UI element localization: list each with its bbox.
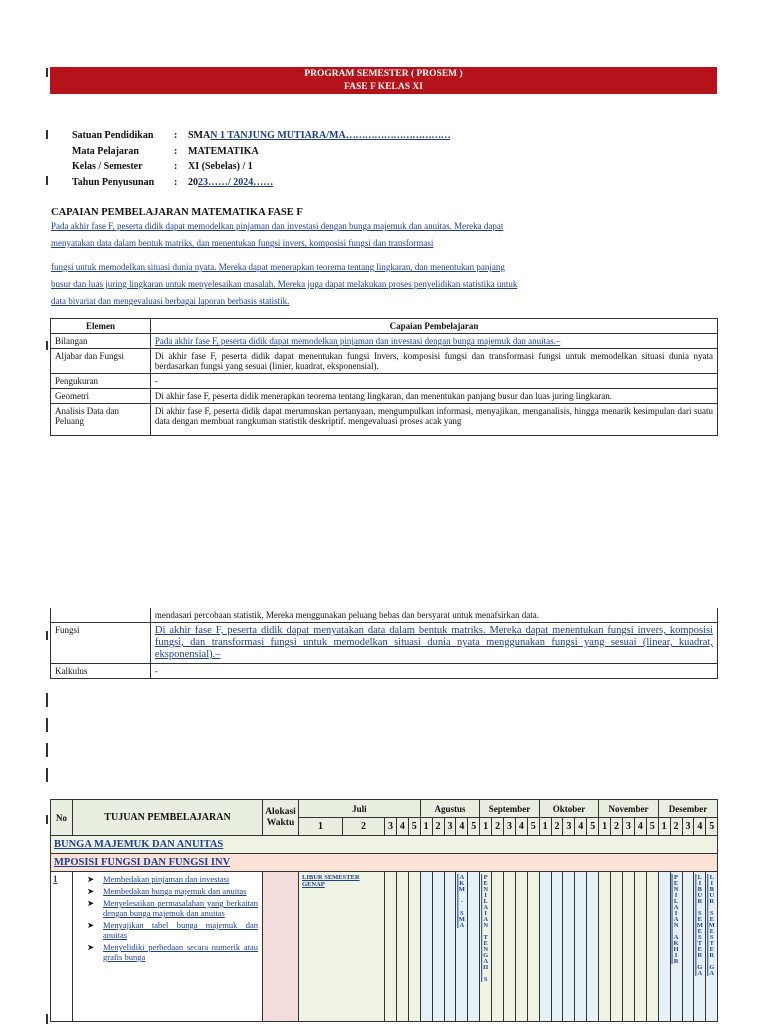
- table-row: [51, 872, 718, 1022]
- week-cell: [468, 872, 480, 1022]
- week-cell: [587, 872, 599, 1022]
- elemen-table: [50, 318, 718, 436]
- row-number: 1: [51, 872, 73, 1022]
- week-cell: [444, 872, 456, 1022]
- info-label: Satuan Pendidikan: [72, 130, 154, 142]
- info-label: Kelas / Semester: [72, 161, 143, 173]
- week-number: 4: [515, 818, 527, 836]
- revision-mark: [46, 718, 48, 732]
- table-row: [51, 404, 718, 436]
- month-header: Agustus: [420, 800, 480, 818]
- week-number: 2: [551, 818, 563, 836]
- week-number: 3: [504, 818, 516, 836]
- document-header: [50, 67, 717, 94]
- elemen-cell: Pengukuran: [51, 374, 151, 389]
- week-cell: [563, 872, 575, 1022]
- cp-cell: -: [150, 664, 717, 679]
- elemen-cell: Aljabar dan Fungsi: [51, 349, 151, 374]
- week-cell: [527, 872, 539, 1022]
- table-row: [51, 374, 718, 389]
- week-cell: [420, 872, 432, 1022]
- table-header-row: [51, 319, 718, 334]
- week-cell: [504, 872, 516, 1022]
- cp-cell: mendasari percobaan statistik, Mereka menggunakan peluang bebas dan bersyarat untuk menafsirkan data.: [150, 608, 717, 623]
- cp-cell: Di akhir fase F, peserta didik dapat merumuskan pertanyaan, mengumpulkan informasi, menyajikan, menganalisis, hingga menarik kesimpulan dari suatu data dengan membuat rangkuman statistik deskriptif. mengevaluasi proses acak yang: [150, 404, 717, 436]
- month-header: Desember: [658, 800, 717, 818]
- week-cell: [432, 872, 444, 1022]
- info-label: Tahun Penyusunan: [72, 176, 155, 188]
- week-cell: [492, 872, 504, 1022]
- revision-mark: [46, 68, 48, 77]
- cp-title: CAPAIAN PEMBELAJARAN MATEMATIKA FASE F: [51, 207, 303, 218]
- vertical-note: LIBUR SEMESTER GA: [708, 874, 716, 976]
- tp-list: [73, 874, 262, 962]
- list-item: ➤ Menyelesaikan permasalahan yang berkaitan dengan bunga majemuk dan anuitas: [87, 898, 258, 918]
- elemen-table-continued: [50, 608, 718, 679]
- week-number: 2: [670, 818, 682, 836]
- elemen-cell: Bilangan: [51, 334, 151, 349]
- info-value: XI (Sebelas) / 1: [188, 161, 253, 173]
- table-row: [51, 608, 718, 623]
- week-cell: [456, 872, 468, 1022]
- header-title: PROGRAM SEMESTER ( PROSEM ): [304, 69, 463, 79]
- column-header-no: No: [51, 800, 73, 836]
- revision-mark: [46, 341, 48, 350]
- week-number: 4: [396, 818, 408, 836]
- week-number: 1: [420, 818, 432, 836]
- month-header: November: [599, 800, 659, 818]
- week-number: 3: [563, 818, 575, 836]
- elemen-cell: Analisis Data dan Peluang: [51, 404, 151, 436]
- list-item: ➤ Menyelidiki perbedaan secara numerik atau grafis bunga: [87, 942, 258, 962]
- revision-mark: [46, 631, 48, 640]
- week-cell: [634, 872, 646, 1022]
- info-row-tahun: Tahun Penyusunan : 2023……/ 2024……: [72, 176, 274, 188]
- elemen-cell: Kalkulus: [51, 664, 151, 679]
- info-row-mapel: Mata Pelajaran : MATEMATIKA: [72, 145, 259, 157]
- identity-block: [72, 128, 450, 190]
- list-item: ➤ Membedakan pinjaman dan investasi: [87, 874, 230, 884]
- week-cell: [646, 872, 658, 1022]
- revision-mark: [46, 176, 48, 185]
- revision-mark: [46, 743, 48, 757]
- week-number: 4: [634, 818, 646, 836]
- cp-cell: -: [150, 374, 717, 389]
- week-number: 1: [599, 818, 611, 836]
- week-cell: [611, 872, 623, 1022]
- week-number: 5: [706, 818, 718, 836]
- vertical-note: PENILAIAN AKHIR: [672, 874, 680, 964]
- week-number: 3: [622, 818, 634, 836]
- week-number: 2: [432, 818, 444, 836]
- alokasi-cell: [263, 872, 299, 1022]
- month-header: Oktober: [539, 800, 599, 818]
- column-header: Capaian Pembelajaran: [150, 319, 717, 334]
- week-number: 1: [658, 818, 670, 836]
- elemen-cell: Fungsi: [51, 623, 151, 664]
- week-number: 2: [492, 818, 504, 836]
- week-cell: [396, 872, 408, 1022]
- elemen-cell: [51, 608, 151, 623]
- vertical-note: LIBUR SEMESTER GA: [696, 874, 704, 976]
- week-cell: [408, 872, 420, 1022]
- week-number: 2: [611, 818, 623, 836]
- week-number: 1: [299, 818, 343, 836]
- table-row: [51, 389, 718, 404]
- header-subtitle: FASE F KELAS XI: [344, 82, 423, 92]
- table-row: [51, 334, 718, 349]
- info-row-kelas: Kelas / Semester : XI (Sebelas) / 1: [72, 161, 253, 173]
- week-cell: [706, 872, 718, 1022]
- revision-mark: [46, 693, 48, 707]
- cp-cell: Di akhir fase F, peserta didik menerapkan teorema tentang lingkaran, dan menentukan panjang busur dan luas juring lingkaran.: [150, 389, 717, 404]
- list-item: ➤ Menyajikan tabel bunga majemuk dan anuitas: [87, 920, 258, 940]
- week-cell: [658, 872, 670, 1022]
- prosem-table: [50, 799, 718, 1022]
- vertical-note: AKM - SMA: [458, 874, 466, 928]
- cp-line: data bivariat dan mengevaluasi berbagai laporan berbasis statistik.: [51, 296, 290, 306]
- week-cell: [480, 872, 492, 1022]
- week-cell: [682, 872, 694, 1022]
- info-value: 2023……/ 2024……: [188, 176, 274, 188]
- revision-mark: [46, 130, 48, 139]
- week-cell: [599, 872, 611, 1022]
- tp-cell: [73, 872, 263, 1022]
- week-cell: [694, 872, 706, 1022]
- cp-line: fungsi untuk memodelkan situasi dunia nyata. Mereka dapat menerapkan teorema tentang lingkaran, dan menentukan panjang: [51, 262, 505, 272]
- cp-line: Pada akhir fase F, peserta didik dapat memodelkan pinjaman dan investasi dengan bunga majemuk dan anuitas. Mereka dapat: [51, 221, 504, 231]
- week-number: 5: [468, 818, 480, 836]
- week-number: 4: [694, 818, 706, 836]
- week-cell: [539, 872, 551, 1022]
- week-cell: [551, 872, 563, 1022]
- list-item: ➤ Membedakan bunga majemuk dan anuitas: [87, 886, 247, 896]
- week-cell: [515, 872, 527, 1022]
- week-number: 2: [343, 818, 385, 836]
- info-label: Mata Pelajaran: [72, 145, 139, 157]
- week-number: 4: [456, 818, 468, 836]
- table-row: [51, 664, 718, 679]
- week-number: 4: [575, 818, 587, 836]
- week-number: 5: [408, 818, 420, 836]
- week-number: 5: [646, 818, 658, 836]
- month-header: September: [480, 800, 539, 818]
- revision-mark: [46, 815, 48, 824]
- month-header-row: [51, 800, 718, 818]
- section-row: [51, 836, 718, 854]
- week-number: 1: [539, 818, 551, 836]
- info-row-satuan: Satuan Pendidikan : SMAN 1 TANJUNG MUTIARA/MA……………………………: [72, 130, 451, 142]
- week-cell: [622, 872, 634, 1022]
- info-value: SMAN 1 TANJUNG MUTIARA/MA……………………………: [188, 130, 451, 142]
- table-row: [51, 349, 718, 374]
- table-row: [51, 623, 718, 664]
- cp-line: menyatakan data dalam bentuk matriks, dan menentukan fungsi invers, komposisi fungsi dan transformasi: [51, 238, 434, 248]
- section-title: BUNGA MAJEMUK DAN ANUITAS: [51, 836, 718, 854]
- revision-mark: [46, 1014, 48, 1024]
- cp-cell: Di akhir fase F, peserta didik dapat menentukan fungsi Invers, komposisi fungsi dan transformasi fungsi untuk memodelkan situasi dunia nyata berdasarkan fungsi yang sesuai (linier, kuadrat, eksponensial).: [150, 349, 717, 374]
- week-number: 1: [480, 818, 492, 836]
- week-cell: [385, 872, 397, 1022]
- week-number: 5: [587, 818, 599, 836]
- week-number: 5: [527, 818, 539, 836]
- week-number: 3: [385, 818, 397, 836]
- libur-label: LIBUR SEMESTER GENAP: [299, 872, 385, 1022]
- section-title: MPOSISI FUNGSI DAN FUNGSI INV: [51, 854, 718, 872]
- cp-line: busur dan luas juring lingkaran untuk menyelesaikan masalah. Mereka juga dapat melakukan proses penyelidikan statistika untuk: [51, 279, 518, 289]
- week-number: 3: [444, 818, 456, 836]
- column-header-tp: TUJUAN PEMBELAJARAN: [73, 800, 263, 836]
- revision-mark: [46, 768, 48, 782]
- section-row: [51, 854, 718, 872]
- cp-cell: Pada akhir fase F, peserta didik dapat memodelkan pinjaman dan investasi dengan bunga majemuk dan anuitas.–: [150, 334, 717, 349]
- elemen-cell: Geometri: [51, 389, 151, 404]
- cp-cell: Di akhir fase F, peserta didik dapat menyatakan data dalam bentuk matriks. Mereka dapat menentukan fungsi invers, komposisi fungsi, dan transformasi fungsi untuk memodelkan situasi dunia nyata menggunakan fungsi yang sesuai (linear, kuadrat, eksponensial).–: [150, 623, 717, 664]
- column-header-alokasi: Alokasi Waktu: [263, 800, 299, 836]
- vertical-note: PENILAIAN TENGAH S: [482, 874, 490, 982]
- week-cell: [670, 872, 682, 1022]
- info-value: MATEMATIKA: [188, 145, 259, 157]
- week-cell: [575, 872, 587, 1022]
- month-header: Juli: [299, 800, 421, 818]
- week-number: 3: [682, 818, 694, 836]
- column-header: Elemen: [51, 319, 151, 334]
